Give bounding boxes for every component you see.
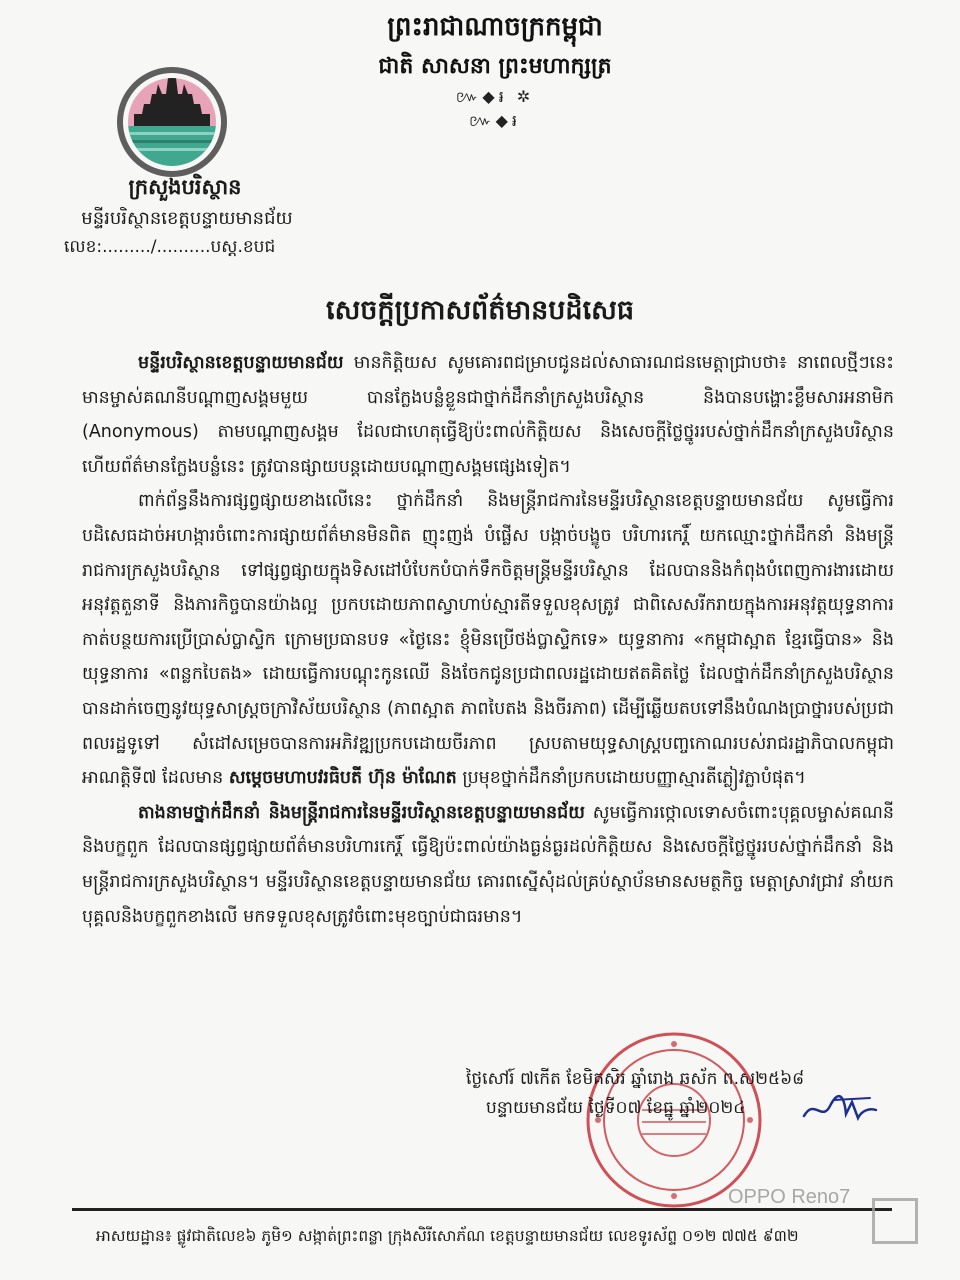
signature bbox=[800, 1088, 880, 1128]
paragraph-1 bbox=[82, 346, 894, 484]
ornament-divider: ៚◆៛ ✲ ៚◆៛ bbox=[455, 87, 535, 130]
paragraph-2-text: ពាក់ព័ន្ធនឹងការផ្សព្វផ្សាយខាងលើនេះ ថ្នាក់ដឹកនាំ និងមន្ត្រីរាជការនៃមន្ទីរបរិស្ថានខេត្តបន្ទាយមានជ័យ សូមធ្វើការបដិសេធដាច់អហង្ការចំពោះការផ្សាយព័ត៌មានមិនពិត ញុះញង់ បំផ្លើស បង្កាច់បង្ខូច បរិហារកេរ្តិ៍ យកឈ្មោះថ្នាក់ដឹកនាំ និងមន្ត្រីរាជការក្រសួងបរិស្ថាន ទៅផ្សព្វផ្សាយក្នុងទិសដៅបំបែកបំបាក់ទឹកចិត្តមន្ត្រីមន្ទីរបរិស្ថាន ដែលបាននិងកំពុងបំពេញការងារដោយអនុវត្តតួនាទី និងភារកិច្ចបានយ៉ាងល្អ ប្រកបដោយភាពស្វាហាប់ស្មារតីទទួលខុសត្រូវ ជាពិសេសរីករាយក្នុងការអនុវត្តយុទ្ធនាការកាត់បន្ថយការប្រើប្រាស់ប្លាស្ទិក ក្រោមប្រធានបទ «ថ្ងៃនេះ ខ្ញុំមិនប្រើថង់ប្លាស្ទិកទេ» យុទ្ធនាការ «កម្ពុជាស្អាត ខ្មែរធ្វើបាន» និងយុទ្ធនាការ «ពន្លកបៃតង» ដោយធ្វើការបណ្តុះកូនឈើ និងចែកជូនប្រជាពលរដ្ឋដោយឥតគិតថ្លៃ ដែលថ្នាក់ដឹកនាំក្រសួងបរិស្ថាន បានដាក់ចេញនូវយុទ្ធសាស្ត្រចក្រាវិស័យបរិស្ថាន (ភាពស្អាត ភាពបៃតង និងចីរភាព) ដើម្បីឆ្លើយតបទៅនឹងបំណងប្រាថ្នារបស់ប្រជាពលរដ្ឋទូទៅ សំដៅសម្រេចបានការអភិវឌ្ឍប្រកបដោយចីរភាព ស្របតាមយុទ្ធសាស្ត្របញ្ចកោណរបស់រាជរដ្ឋាភិបាលកម្ពុជា អាណត្តិទី៧ ដែលមាន bbox=[82, 491, 894, 789]
paragraph-3 bbox=[82, 796, 894, 934]
camera-watermark-frame-icon bbox=[872, 1198, 918, 1244]
paragraph-2 bbox=[82, 484, 894, 795]
kingdom-heading: ព្រះរាជាណាចក្រកម្ពុជា bbox=[387, 12, 603, 42]
ministry-logo bbox=[116, 66, 228, 178]
lunar-date: ថ្ងៃសៅរ៍ ៧កើត ខែមិគសិរ ឆ្នាំរោង ឆស័ក ព.ស២៥៦៨ bbox=[466, 1069, 805, 1089]
paragraph-1-text: មានកិត្តិយស សូមគោរពជម្រាបជូនដល់សាធារណជនមេត្តាជ្រាបថា៖ នាពេលថ្មីៗនេះ មានម្ចាស់គណនីបណ្តាញសង្គមមួយ បានក្លែងបន្លំខ្លួនជាថ្នាក់ដឹកនាំក្រសួងបរិស្ថាន និងបានបង្ហោះខ្លឹមសារអនាមិក (Anonymous) តាមបណ្តាញសង្គម ដែលជាហេតុធ្វើឱ្យប៉ះពាល់កិត្តិយស និងសេចក្តីថ្លៃថ្នូររបស់ថ្នាក់ដឹកនាំក្រសួងបរិស្ថាន ហើយព័ត៌មានក្លែងបន្លំនេះ ត្រូវបានផ្សាយបន្តដោយបណ្តាញសង្គមផ្សេងទៀត។ bbox=[82, 353, 894, 477]
department-name: មន្ទីរបរិស្ថានខេត្តបន្ទាយមានជ័យ bbox=[81, 208, 293, 229]
paragraph-2-tail: ប្រមុខថ្នាក់ដឹកនាំប្រកបដោយបញ្ញាស្មារតីភ្លៀវភ្លាបំផុត។ bbox=[456, 768, 806, 789]
paragraph-3-lead: តាងនាមថ្នាក់ដឹកនាំ និងមន្ត្រីរាជការនៃមន្ទីរបរិស្ថានខេត្តបន្ទាយមានជ័យ bbox=[138, 802, 585, 823]
paragraph-1-lead: មន្ទីរបរិស្ថានខេត្តបន្ទាយមានជ័យ bbox=[138, 353, 344, 373]
gregorian-date: បន្ទាយមានជ័យ ថ្ងៃទី០៧ ខែធ្នូ ឆ្នាំ២០២៤ bbox=[486, 1098, 746, 1118]
document-title: សេចក្តីប្រកាសព័ត៌មានបដិសេធ bbox=[326, 295, 634, 326]
reference-number: លេខ:........./..........បស្ត.ខបជ bbox=[64, 237, 276, 257]
paragraph-3-text: សូមធ្វើការថ្កោលទោសចំពោះបុគ្គលម្ចាស់គណនី និងបក្ខពួក ដែលបានផ្សព្វផ្សាយព័ត៌មានបរិហារកេរ្តិ៍ ធ្វើឱ្យប៉ះពាល់យ៉ាងធ្ងន់ធ្ងរដល់កិត្តិយស និងសេចក្តីថ្លៃថ្នូររបស់ថ្នាក់ដឹកនាំ និងមន្ត្រីរាជការក្រសួងបរិស្ថាន។ មន្ទីរបរិស្ថានខេត្តបន្ទាយមានជ័យ គោរពស្នើសុំដល់គ្រប់ស្ថាប័នមានសមត្ថកិច្ច មេត្តាស្រាវជ្រាវ នាំយកបុគ្គលនិងបក្ខពួកខាងលើ មកទទួលខុសត្រូវចំពោះមុខច្បាប់ជាធរមាន។ bbox=[82, 802, 894, 927]
footer-address: អាសយដ្ឋាន៖ ផ្លូវជាតិលេខ៦ ភូមិ១ សង្កាត់ព្រះពន្លា ក្រុងសិរីសោភ័ណ ខេត្តបន្ទាយមានជ័យ លេខទូរស័ព្ទ ០១២ ៧៧៥ ៩៣២ bbox=[96, 1227, 799, 1245]
national-motto: ជាតិ សាសនា ព្រះមហាក្សត្រ bbox=[378, 53, 612, 79]
paragraph-2-bold: សម្តេចមហាបវរធិបតី ហ៊ុន ម៉ាណែត bbox=[228, 768, 457, 789]
camera-watermark: OPPO Reno7 bbox=[728, 1186, 851, 1208]
ministry-name: ក្រសួងបរិស្ថាន bbox=[128, 174, 242, 199]
document-body bbox=[82, 346, 894, 934]
